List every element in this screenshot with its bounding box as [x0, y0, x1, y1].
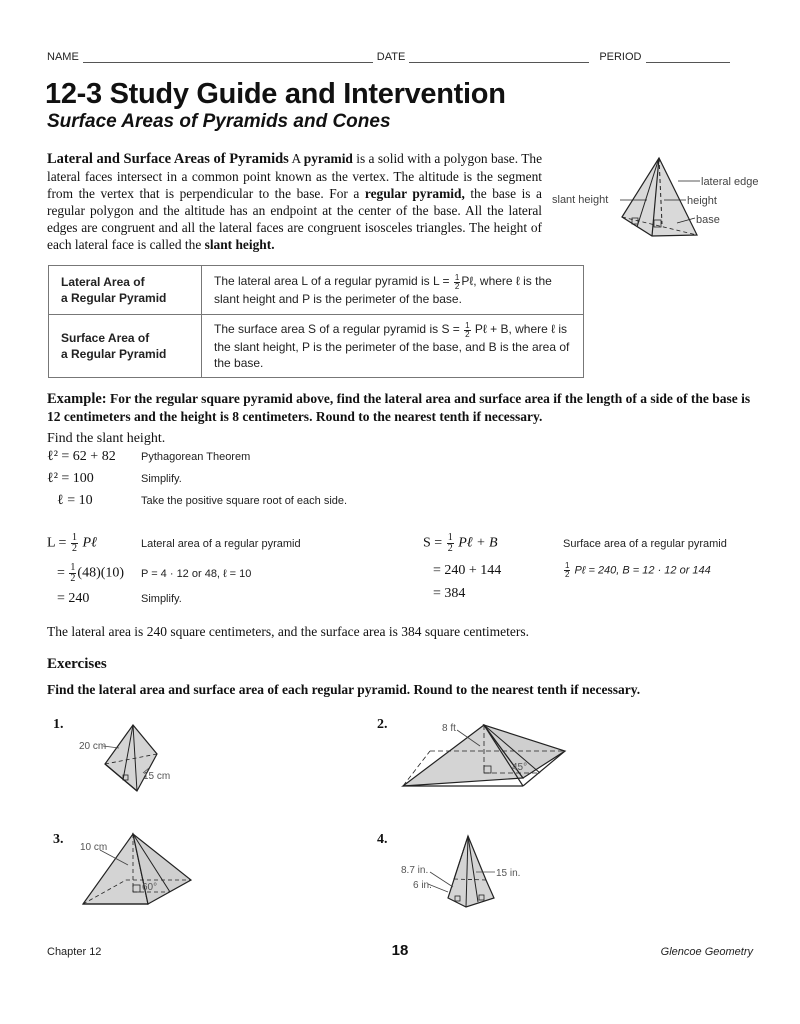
exercise-number: 1. [53, 717, 64, 732]
step-math: = 384 [433, 586, 466, 601]
definition-cell [202, 315, 584, 378]
term-regular-pyramid: regular pyramid, [364, 186, 465, 201]
definition-text: The surface area S of a regular pyramid is S = [214, 322, 464, 337]
footer-publisher: Glencoe Geometry [660, 946, 753, 958]
exercise-3-pyramid [78, 828, 218, 908]
label-lateral-edge: lateral edge [701, 176, 759, 188]
intro-text: the base is a regular polygon and the altitude has an endpoint at the center of the base. All the lateral edges are congruent and all the lateral faces are congruent isosceles triangles. The height of each lateral face is called the [47, 186, 542, 252]
step-math: = $\frac{1}{2}$ (48)(10) [57, 562, 125, 584]
label-angle: 60° [142, 882, 158, 893]
definition-row-surface-area [49, 315, 584, 378]
definitions-table [48, 265, 584, 378]
exercise-number: 3. [53, 832, 64, 847]
surface-step [423, 586, 563, 602]
definition-text: Pℓ + B, where ℓ is the slant height, P is the perimeter of the base, and B is the area of the base. [214, 322, 570, 370]
step-math: ℓ = 10 [57, 493, 93, 508]
term-text: a Regular Pyramid [61, 291, 167, 305]
definition-text: The lateral area L of a regular pyramid is L = [214, 274, 453, 289]
lateral-step [47, 591, 182, 607]
intro-text: A [288, 151, 304, 166]
solution-step [47, 493, 347, 509]
step-math: S = $\frac{1}{2}$ Pℓ + B [423, 532, 498, 554]
exercises-instructions: Find the lateral area and surface area of each regular pyramid. Round to the nearest tenth if necessary. [47, 682, 641, 697]
label-base-edge: 15 cm [143, 771, 171, 782]
pyramid-diagram [552, 148, 762, 248]
slant-height-heading: Find the slant height. [47, 431, 166, 446]
label-slant-height: 20 cm [79, 741, 107, 752]
step-note: Pythagorean Theorem [141, 451, 251, 463]
example-prompt [47, 390, 762, 426]
student-info-header [47, 47, 753, 63]
footer-page-number: 18 [391, 942, 409, 959]
step-note: P = 4 · 12 or 48, ℓ = 10 [141, 567, 252, 580]
label-height: 8 ft [442, 723, 456, 734]
definition-row-lateral-area [49, 266, 584, 315]
term-text: Surface Area of [61, 331, 150, 345]
page-title: 12-3 Study Guide and Intervention [45, 78, 506, 110]
example-text: For the regular square pyramid above, find the lateral area and surface area if the length of a side of the base is 12 centimeters and the height is 8 centimeters. Round to the nearest tenth if necessary. [47, 391, 751, 424]
intro-paragraph [47, 150, 542, 253]
label-angle: 45° [512, 762, 528, 773]
label-slant-height: 8.7 in. [401, 865, 429, 876]
date-label: DATE [376, 51, 406, 63]
period-field[interactable] [646, 50, 730, 63]
page-subtitle: Surface Areas of Pyramids and Cones [47, 111, 391, 132]
step-note: $\frac{1}{2}$ Pℓ = 240, B = 12 · 12 or 144 [565, 561, 711, 579]
footer-chapter: Chapter 12 [47, 946, 102, 958]
fraction: $\frac{1}{2}$ [465, 320, 470, 339]
exercise-2-pyramid [400, 718, 600, 793]
term-slant-height: slant height. [204, 237, 275, 252]
term-text: a Regular Pyramid [61, 347, 167, 361]
step-note: Lateral area of a regular pyramid [141, 537, 301, 550]
lateral-step [47, 563, 251, 584]
label-lateral-edge: 15 in. [496, 868, 521, 879]
name-field[interactable] [83, 50, 373, 63]
exercises-heading: Exercises [47, 656, 107, 672]
step-math: ℓ² = 100 [47, 471, 94, 486]
exercise-4-pyramid [398, 832, 538, 912]
label-slant-height: 10 cm [80, 842, 108, 853]
exercise-number: 2. [377, 717, 388, 732]
term-cell [49, 266, 202, 315]
step-note: Surface area of a regular pyramid [563, 537, 727, 550]
label-base: base [696, 214, 720, 226]
step-math: = 240 [57, 591, 90, 606]
definition-cell [202, 266, 584, 315]
definition-text: Pℓ, where ℓ is the slant height and P is the perimeter of the base. [214, 274, 552, 306]
date-field[interactable] [409, 50, 589, 63]
surface-step [423, 533, 727, 554]
example-conclusion: The lateral area is 240 square centimeters, and the surface area is 384 square centimeters. [47, 624, 530, 639]
intro-lead: Lateral and Surface Areas of Pyramids [47, 151, 289, 167]
step-math: ℓ² = 62 + 82 [47, 449, 116, 464]
period-label: PERIOD [599, 51, 642, 63]
leader-line [430, 872, 453, 887]
intro-text: is a solid with a polygon base. The lateral faces intersect in a common point known as the vertex. The altitude is the segment from the vertex that is perpendicular to the base. For a [47, 151, 543, 201]
exercise-1-pyramid [75, 718, 185, 798]
label-height: height [687, 195, 717, 207]
step-math: = 240 + 144 [433, 562, 502, 578]
step-math: L = $\frac{1}{2}$ Pℓ [47, 532, 97, 554]
name-label: NAME [47, 51, 79, 63]
surface-step [423, 562, 711, 579]
label-slant-height: slant height [552, 194, 609, 206]
step-note: Simplify. [141, 593, 182, 605]
step-note: Simplify. [141, 473, 182, 485]
fraction: $\frac{1}{2}$ [454, 272, 460, 291]
term-cell [49, 315, 202, 378]
solution-step [47, 449, 250, 465]
solution-step [47, 471, 182, 487]
step-note: Take the positive square root of each side. [141, 495, 348, 507]
term-text: Lateral Area of [61, 275, 145, 289]
term-pyramid: pyramid [303, 151, 353, 166]
example-label: Example: [47, 391, 107, 407]
lateral-step [47, 533, 301, 554]
exercise-number: 4. [377, 832, 388, 847]
label-base-edge: 6 in. [413, 880, 432, 891]
